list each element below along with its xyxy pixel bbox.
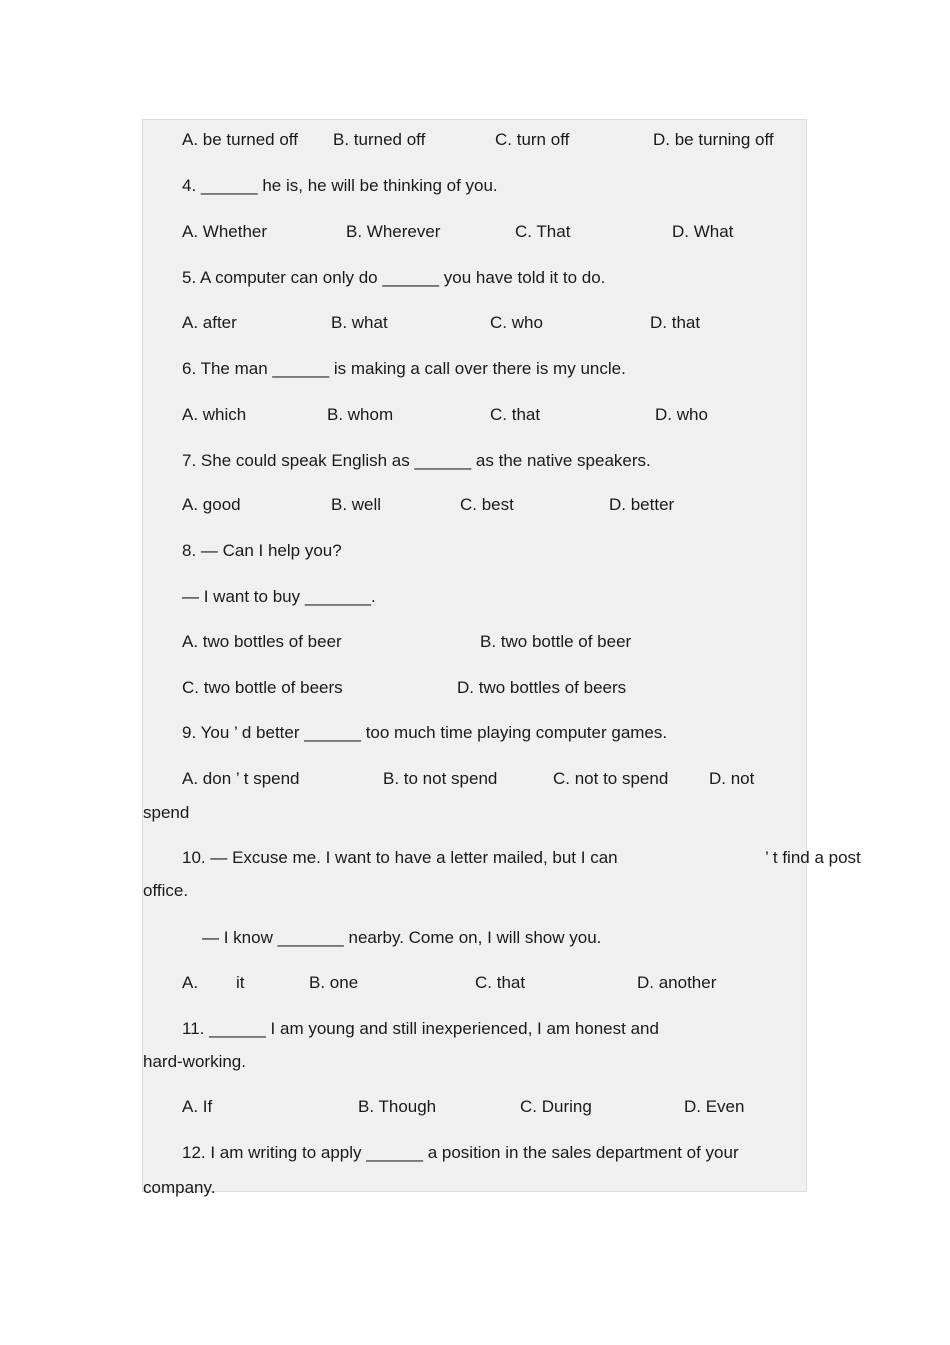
q11-wrap: hard-working.: [143, 1052, 246, 1071]
q4-option-a: A. Whether: [182, 222, 268, 241]
q10-option-d: D. another: [637, 973, 717, 992]
q6-stem: 6. The man ______ is making a call over there is my uncle.: [182, 359, 626, 378]
q11-stem: 11. ______ I am young and still inexperienced, I am honest and: [182, 1019, 659, 1038]
q4-stem: 4. ______ he is, he will be thinking of you.: [182, 176, 498, 195]
q5-option-b: B. what: [331, 313, 388, 332]
q12-stem: 12. I am writing to apply ______ a position in the sales department of your: [182, 1143, 739, 1162]
q8-reply: — I want to buy _______.: [182, 587, 376, 606]
q9-option-c: C. not to spend: [553, 769, 669, 788]
q10-option-a-text: it: [236, 973, 245, 992]
q7-option-a: A. good: [182, 495, 241, 514]
q10-stem: 10. — Excuse me. I want to have a letter mailed, but I can: [182, 848, 618, 867]
q10-option-a-label: A.: [182, 973, 199, 992]
q8-option-b: B. two bottle of beer: [480, 632, 632, 651]
q6-option-a: A. which: [182, 405, 247, 424]
q5-option-a: A. after: [182, 313, 237, 332]
q11-option-b: B. Though: [358, 1097, 437, 1116]
q6-option-b: B. whom: [327, 405, 394, 424]
q9-stem: 9. You ’ d better ______ too much time playing computer games.: [182, 723, 668, 742]
q3-option-d: D. be turning off: [653, 130, 774, 149]
q3-option-b: B. turned off: [333, 130, 426, 149]
q4-option-b: B. Wherever: [346, 222, 441, 241]
q8-option-d: D. two bottles of beers: [457, 678, 627, 697]
q10-stem-tail: ’ t find a post: [765, 848, 861, 867]
q4-option-c: C. That: [515, 222, 571, 241]
q10-option-c: C. that: [475, 973, 526, 992]
q5-option-d: D. that: [650, 313, 701, 332]
q7-option-c: C. best: [460, 495, 514, 514]
q10-wrap: office.: [143, 881, 189, 900]
q9-option-a: A. don ’ t spend: [182, 769, 300, 788]
q3-option-a: A. be turned off: [182, 130, 298, 149]
q3-option-c: C. turn off: [495, 130, 570, 149]
q7-stem: 7. She could speak English as ______ as the native speakers.: [182, 451, 651, 470]
q11-option-a: A. If: [182, 1097, 213, 1116]
q11-option-d: D. Even: [684, 1097, 745, 1116]
q10-option-b: B. one: [309, 973, 359, 992]
q5-option-c: C. who: [490, 313, 543, 332]
q4-option-d: D. What: [672, 222, 734, 241]
q6-option-d: D. who: [655, 405, 708, 424]
q12-wrap: company.: [143, 1178, 216, 1197]
q8-stem: 8. — Can I help you?: [182, 541, 342, 560]
q9-option-b: B. to not spend: [383, 769, 498, 788]
q9-option-d: D. not: [709, 769, 755, 788]
q6-option-c: C. that: [490, 405, 541, 424]
q11-option-c: C. During: [520, 1097, 592, 1116]
q7-option-d: D. better: [609, 495, 675, 514]
q8-option-a: A. two bottles of beer: [182, 632, 342, 651]
q9-wrap: spend: [143, 803, 190, 822]
q7-option-b: B. well: [331, 495, 382, 514]
q5-stem: 5. A computer can only do ______ you have told it to do.: [182, 268, 606, 287]
q8-option-c: C. two bottle of beers: [182, 678, 343, 697]
q10-reply: — I know _______ nearby. Come on, I will show you.: [202, 928, 602, 947]
